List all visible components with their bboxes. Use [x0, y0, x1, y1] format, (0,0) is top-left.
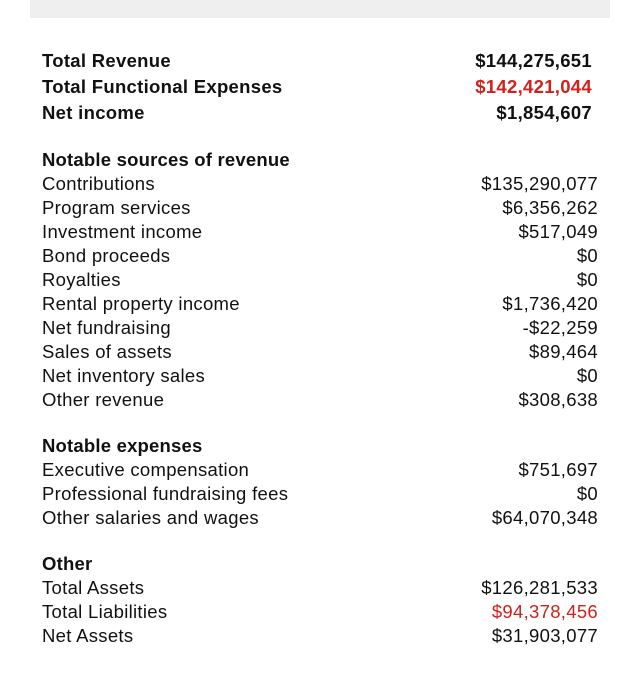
other-row-total-liabilities: [42, 600, 598, 624]
revenue-label: Rental property income: [42, 293, 240, 314]
other-label: Net Assets: [42, 625, 134, 646]
revenue-label: Other revenue: [42, 389, 165, 410]
total-revenue-label: Total Revenue: [42, 50, 171, 71]
expense-row-other-salaries-and-wages: [42, 506, 598, 530]
total-revenue-value: $144,275,651: [475, 50, 592, 71]
revenue-row-rental-property-income: [42, 292, 598, 316]
revenue-row-net-fundraising: [42, 316, 598, 340]
total-expenses-value: $142,421,044: [475, 76, 592, 97]
revenue-label: Program services: [42, 197, 191, 218]
other-section-title: Other: [42, 553, 93, 574]
net-income-row: [42, 100, 598, 126]
revenue-value: $0: [576, 245, 598, 266]
revenue-value: $6,356,262: [502, 197, 598, 218]
other-section: [42, 552, 598, 648]
total-revenue-row: [42, 48, 598, 74]
expense-value: $64,070,348: [491, 507, 598, 528]
revenue-section-title: Notable sources of revenue: [42, 149, 290, 170]
top-bar: [30, 0, 610, 18]
revenue-label: Net inventory sales: [42, 365, 206, 386]
revenue-value: $135,290,077: [481, 173, 598, 194]
revenue-value: $517,049: [518, 221, 598, 242]
revenue-row-investment-income: [42, 220, 598, 244]
expense-value: $751,697: [518, 459, 598, 480]
revenue-row-other-revenue: [42, 388, 598, 412]
expenses-section-title: Notable expenses: [42, 435, 203, 456]
financial-summary: [42, 48, 598, 670]
revenue-row-program-services: [42, 196, 598, 220]
other-value: $94,378,456: [491, 601, 598, 622]
revenue-label: Royalties: [42, 269, 121, 290]
other-row-net-assets: [42, 624, 598, 648]
revenue-label: Bond proceeds: [42, 245, 171, 266]
revenue-value: $308,638: [518, 389, 598, 410]
expenses-section: [42, 434, 598, 530]
expense-row-professional-fundraising-fees: [42, 482, 598, 506]
other-label: Total Liabilities: [42, 601, 168, 622]
other-value: $126,281,533: [481, 577, 598, 598]
net-income-value: $1,854,607: [496, 102, 592, 123]
expense-label: Professional fundraising fees: [42, 483, 289, 504]
expense-label: Executive compensation: [42, 459, 250, 480]
other-row-total-assets: [42, 576, 598, 600]
revenue-section: [42, 148, 598, 412]
total-expenses-row: [42, 74, 598, 100]
revenue-label: Sales of assets: [42, 341, 172, 362]
expense-label: Other salaries and wages: [42, 507, 259, 528]
summary-block: [42, 48, 598, 126]
expense-row-executive-compensation: [42, 458, 598, 482]
revenue-label: Contributions: [42, 173, 155, 194]
revenue-row-sales-of-assets: [42, 340, 598, 364]
revenue-row-royalties: [42, 268, 598, 292]
other-value: $31,903,077: [491, 625, 598, 646]
revenue-row-contributions: [42, 172, 598, 196]
revenue-value: $89,464: [529, 341, 598, 362]
revenue-label: Investment income: [42, 221, 203, 242]
net-income-label: Net income: [42, 102, 145, 123]
revenue-row-bond-proceeds: [42, 244, 598, 268]
revenue-row-net-inventory-sales: [42, 364, 598, 388]
revenue-value: $1,736,420: [502, 293, 598, 314]
revenue-value: -$22,259: [522, 317, 598, 338]
total-expenses-label: Total Functional Expenses: [42, 76, 283, 97]
revenue-label: Net fundraising: [42, 317, 171, 338]
revenue-value: $0: [576, 365, 598, 386]
expense-value: $0: [576, 483, 598, 504]
revenue-value: $0: [576, 269, 598, 290]
other-label: Total Assets: [42, 577, 145, 598]
